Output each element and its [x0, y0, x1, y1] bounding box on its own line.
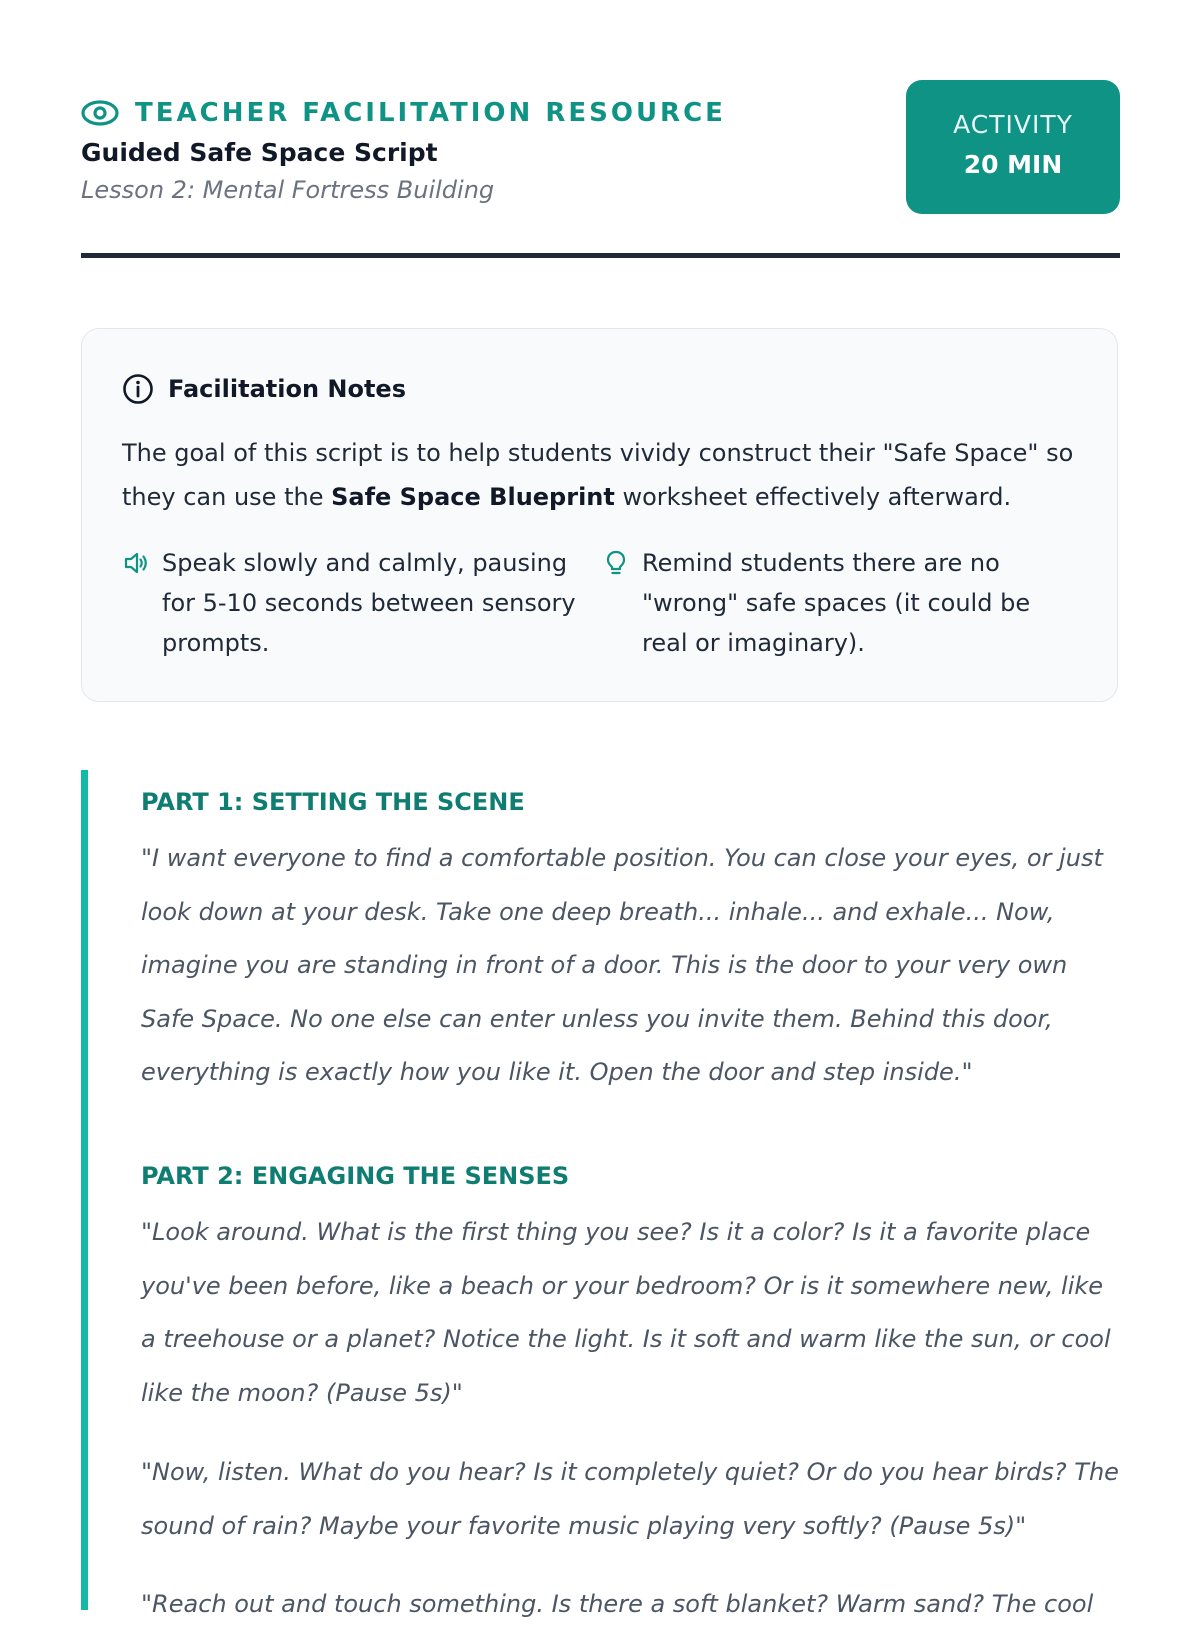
facilitation-notes-card — [81, 328, 1118, 702]
notes-body — [122, 431, 1082, 519]
notes-body-text-end: worksheet effectively afterward. — [614, 483, 1012, 511]
tips-row — [122, 543, 1082, 663]
notes-body-text: The goal of this script is to help students vividy construct their "Safe Space" so they can use the — [122, 439, 1074, 511]
notes-header — [122, 373, 406, 405]
script-paragraph: "Reach out and touch something. Is there a soft blanket? Warm sand? The cool — [141, 1590, 1094, 1618]
badge-label: ACTIVITY — [953, 110, 1073, 139]
page — [81, 0, 1120, 1618]
header — [81, 80, 1120, 260]
script-section — [81, 770, 1120, 1618]
badge-value: 20 MIN — [963, 150, 1063, 179]
info-icon — [122, 373, 154, 405]
lightbulb-icon — [602, 549, 630, 577]
speaker-icon — [122, 549, 150, 577]
script-paragraph: "Now, listen. What do you hear? Is it completely quiet? Or do you hear birds? The sound of rain? Maybe your favorite music playing very softly? (Pause 5s)" — [141, 1458, 1119, 1540]
script-accent-bar — [81, 770, 88, 1610]
notes-heading: Facilitation Notes — [168, 375, 406, 403]
part-1-heading: PART 1: SETTING THE SCENE — [141, 788, 525, 816]
script-paragraph: "Look around. What is the first thing you see? Is it a color? Is it a favorite place you've been before, like a beach or your bedroom? Or is it somewhere new, like a treehouse or a planet? Notice the light. Is it soft and warm like the sun, or cool like the moon? (Pause 5s)" — [141, 1218, 1111, 1407]
script-paragraph: "I want everyone to find a comfortable position. You can close your eyes, or just look down at your desk. Take one deep breath... inhale... and exhale... Now, imagine you are standing in front of a door. This is the door to your very own Safe Space. No one else can enter unless you invite them. Behind this door, everything is exactly how you like it. Open the door and step inside." — [141, 844, 1103, 1086]
eyebrow — [81, 98, 726, 128]
page-title: Guided Safe Space Script — [81, 138, 438, 167]
eyebrow-label: TEACHER FACILITATION RESOURCE — [135, 98, 726, 128]
tip-item — [122, 543, 602, 663]
tip-text: Speak slowly and calmly, pausing for 5-10 seconds between sensory prompts. — [162, 549, 576, 657]
part-2-heading: PART 2: ENGAGING THE SENSES — [141, 1162, 570, 1190]
tip-text: Remind students there are no "wrong" safe spaces (it could be real or imaginary). — [642, 549, 1031, 657]
worksheet-name: Safe Space Blueprint — [331, 483, 615, 511]
header-divider — [81, 253, 1120, 258]
eye-icon — [81, 99, 119, 127]
tip-item — [602, 543, 1082, 663]
activity-badge — [906, 80, 1120, 214]
page-subtitle: Lesson 2: Mental Fortress Building — [81, 176, 495, 204]
